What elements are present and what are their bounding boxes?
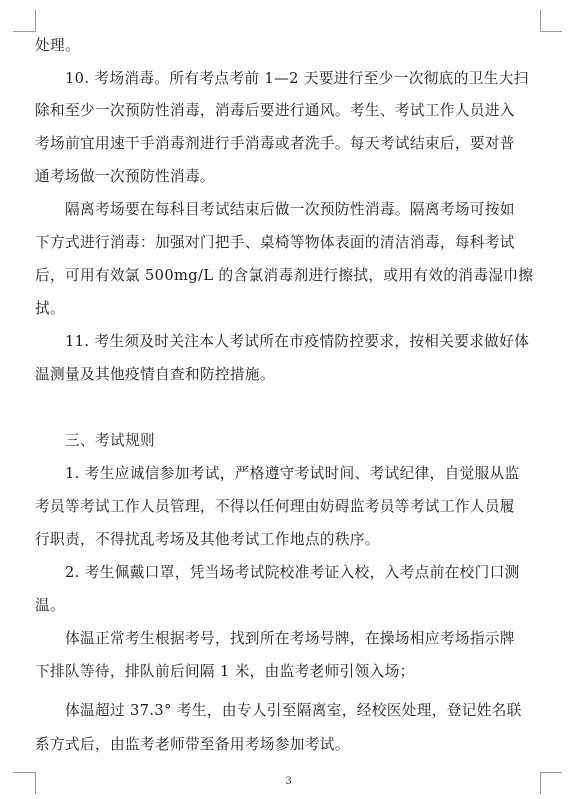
page-number: 3 [285, 776, 292, 787]
text-line: 下方式进行消毒：加强对门把手、桌椅等物体表面的清洁消毒，每科考试 [35, 234, 515, 251]
crop-mark-bottom-right-h [540, 772, 562, 773]
text-line: 处理。 [35, 37, 80, 54]
text-line: 2. 考生佩戴口罩，凭当场考试院校准考证入校，入考点前在校门口测 [65, 564, 520, 581]
crop-mark-top-left-v [35, 10, 36, 32]
section-heading: 三、考试规则 [65, 432, 155, 449]
text-line: 后，可用有效氯 500mg/L 的含氯消毒剂进行擦拭，或用有效的消毒湿巾擦 [35, 267, 534, 284]
text-line: 考场前宜用速干手消毒剂进行手消毒或者洗手。每天考试结束后，要对普 [35, 135, 515, 152]
text-line: 温。 [35, 597, 65, 614]
crop-mark-bottom-left-h [13, 772, 35, 773]
crop-mark-top-right-v [540, 10, 541, 32]
text-line: 11. 考生须及时关注本人考试所在市疫情防控要求，按相关要求做好体 [65, 333, 530, 350]
text-line: 除和至少一次预防性消毒，消毒后要进行通风。考生、考试工作人员进入 [35, 102, 515, 119]
text-line: 温测量及其他疫情自查和防控措施。 [35, 366, 275, 383]
text-line: 体温正常考生根据考号，找到所在考场号牌，在操场相应考场指示牌 [65, 630, 515, 647]
text-line: 1. 考生应诚信参加考试，严格遵守考试时间、考试纪律，自觉服从监 [65, 465, 520, 482]
crop-mark-top-left-h [13, 31, 35, 32]
text-line: 下排队等待，排队前后间隔 1 米，由监考老师引领入场； [35, 663, 415, 680]
text-line: 拭。 [35, 300, 65, 317]
text-line: 系方式后，由监考老师带至备用考场参加考试。 [35, 736, 350, 753]
text-line: 隔离考场要在每科目考试结束后做一次预防性消毒。隔离考场可按如 [65, 201, 515, 218]
text-line: 体温超过 37.3° 考生，由专人引至隔离室，经校医处理，登记姓名联 [65, 702, 522, 719]
text-line: 10. 考场消毒。所有考点考前 1—2 天要进行至少一次彻底的卫生大扫 [65, 70, 529, 87]
crop-mark-top-right-h [540, 31, 562, 32]
text-line: 通考场做一次预防性消毒。 [35, 168, 215, 185]
text-line: 行职责，不得扰乱考场及其他考试工作地点的秩序。 [35, 531, 380, 548]
text-line: 考员等考试工作人员管理，不得以任何理由妨碍监考员等考试工作人员履 [35, 498, 515, 515]
